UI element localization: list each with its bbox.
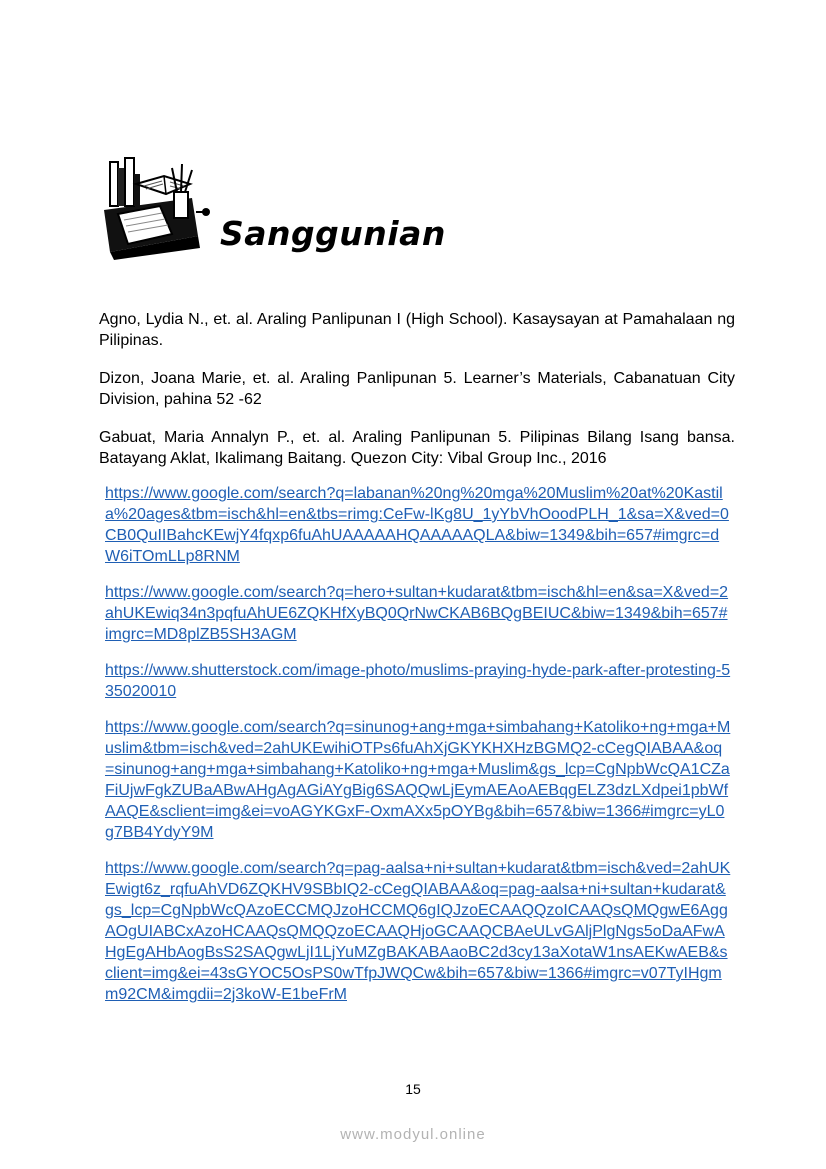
watermark: www.modyul.online — [340, 1126, 486, 1143]
web-reference-list — [105, 483, 731, 1020]
reference-link[interactable]: https://www.google.com/search?q=pag-aalsa+ni+sultan+kudarat&tbm=isch&ved=2ahUKEwigt6z_rqfuAhVD6ZQKHV9SBbIQ2-cCegQIABAA&oq=pag-aalsa+ni+sultan+kudarat&gs_lcp=CgNpbWcQAzoECCMQJzoHCCMQ6gIQJzoECAAQQzoICAAQsQMQgwE6AggAOgUIABCxAzoHCAAQsQMQQzoECAAQHjoGCAAQCBAeULvGAljPlgNgs5oDaAFwAHgEgAHbAogBsS2SAQgwLjI1LjYuMZgBAKABAaoBC2d3cy13aXotaW1nsAEKwAEB&sclient=img&ei=43sGYOC5OsPS0wTfpJWQCw&bih=657&biw=1366#imgrc=v07TyIHgmm92CM&imgdii=2j3koW-E1beFrM — [105, 860, 731, 1003]
page-number: 15 — [405, 1081, 421, 1097]
books-desk-clipart-icon — [100, 148, 216, 260]
reference-entry: Gabuat, Maria Annalyn P., et. al. Araling Panlipunan 5. Pilipinas Bilang Isang bansa. Batayang Aklat, Ikalimang Baitang. Quezon City: Vibal Group Inc., 2016 — [99, 429, 735, 467]
reference-link[interactable]: https://www.shutterstock.com/image-photo/muslims-praying-hyde-park-after-protesting-535020010 — [105, 662, 731, 700]
reference-entry: Agno, Lydia N., et. al. Araling Panlipunan I (High School). Kasaysayan at Pamahalaan ng Pilipinas. — [99, 311, 735, 349]
reference-link[interactable]: https://www.google.com/search?q=sinunog+ang+mga+simbahang+Katoliko+ng+mga+Muslim&tbm=isch&ved=2ahUKEwihiOTPs6fuAhXjGKYKHXHzBGMQ2-cCegQIABAA&oq=sinunog+ang+mga+simbahang+Katoliko+ng+mga+Muslim&gs_lcp=CgNpbWcQA1CZaFiUjwFgkZUBaABwAHgAgAGiAYgBig6SAQQwLjEymAEAoAEBqgELZ3dzLXdpei1pbWfAAQE&sclient=img&ei=voAGYKGxF-OxmAXx5pOYBg&bih=657&biw=1366#imgrc=yL0g7BB4YdyY9M — [105, 719, 731, 841]
reference-link[interactable]: https://www.google.com/search?q=hero+sultan+kudarat&tbm=isch&hl=en&sa=X&ved=2ahUKEwiq34n3pqfuAhUE6ZQKHfXyBQ0QrNwCKAB6BQgBEIUC&biw=1349&bih=657#imgrc=MD8plZB5SH3AGM — [105, 584, 729, 643]
page-title: Sanggunian — [220, 214, 446, 253]
reference-list — [99, 309, 735, 486]
reference-link[interactable]: https://www.google.com/search?q=labanan%20ng%20mga%20Muslim%20at%20Kastila%20ages&tbm=isch&hl=en&tbs=rimg:CeFw-lKg8U_1yYbVhOoodPLH_1&sa=X&ved=0CB0QuIIBahcKEwjY4fqxp6fuAhUAAAAAHQAAAAAQLA&biw=1349&bih=657#imgrc=dW6iTOmLLp8RNM — [105, 485, 729, 565]
reference-entry: Dizon, Joana Marie, et. al. Araling Panlipunan 5. Learner’s Materials, Cabanatuan City Division, pahina 52 -62 — [99, 370, 735, 408]
